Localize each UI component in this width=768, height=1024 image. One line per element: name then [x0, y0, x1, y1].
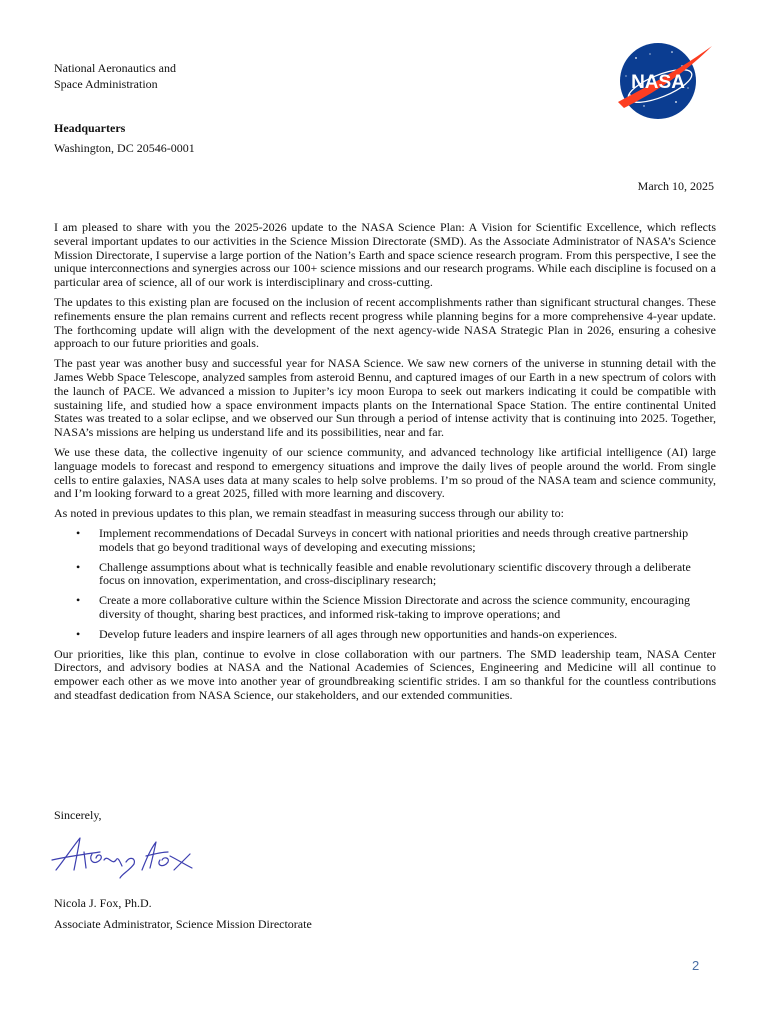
signer-block	[54, 893, 312, 935]
letterhead	[54, 61, 176, 92]
signer-name: Nicola J. Fox, Ph.D.	[54, 896, 152, 910]
bullet-icon: •	[76, 593, 81, 608]
list-item	[54, 628, 716, 642]
bullet-icon: •	[76, 626, 81, 641]
paragraph-4: We use these data, the collective ingenuity of our science community, and advanced technology like artificial intelligence (AI) large language models to forecast and respond to emergency situations and improve the daily lives of people around the world. From single cells to entire galaxies, NASA uses data at many scales to help solve problems. I’m so proud of the NASA team and science community, and I’m looking forward to a great 2025, filled with more learning and discovery.	[54, 444, 716, 501]
list-item-text: Create a more collaborative culture within the Science Mission Directorate and across the science community, encouraging diversity of thought, sharing best practices, and informed risk-taking to improve operations; and	[99, 593, 691, 621]
logo-wordmark: NASA	[631, 72, 685, 93]
closing-salutation: Sincerely,	[54, 808, 102, 822]
nasa-meatball-logo	[614, 40, 714, 122]
page-number: 2	[692, 958, 700, 973]
list-item	[54, 594, 716, 622]
headquarters-address: Washington, DC 20546-0001	[54, 141, 195, 155]
list-item-text: Challenge assumptions about what is technically feasible and enable revolutionary scientific discovery through a deliberate focus on innovation, experimentation, and cross-disciplinary research;	[99, 559, 691, 588]
bullet-icon: •	[76, 559, 81, 574]
paragraph-1: I am pleased to share with you the 2025-2026 update to the NASA Science Plan: A Vision for Scientific Excellence, which reflects several important updates to our activities in the Science Mission Directorate (SMD). As the Associate Administrator of NASA’s Science Mission Directorate, I supervise a large portion of the Nation’s Earth and space science research program. From this perspective, I see the unique interconnections and synergies across our 100+ science missions and our research programs. While each discipline is focused on a particular area of science, all of our work is interdisciplinary and cross-cutting.	[54, 220, 716, 290]
handwritten-signature	[50, 830, 210, 880]
list-item-text: Implement recommendations of Decadal Surveys in concert with national priorities and needs through creative partnership models that go beyond traditional ways of developing and executing missions;	[99, 525, 689, 554]
signer-title: Associate Administrator, Science Mission Directorate	[54, 917, 312, 931]
headquarters-block	[54, 118, 195, 158]
headquarters-title: Headquarters	[54, 121, 126, 135]
bullet-icon: •	[76, 525, 81, 540]
paragraph-3: The past year was another busy and successful year for NASA Science. We saw new corners of the universe in stunning detail with the James Webb Space Telescope, analyzed samples from asteroid Bennu, and captured images of our Earth in a new spectrum of colors with the launch of PACE. We advanced a mission to Jupiter’s icy moon Europa to seek out markers indicating it could be compatible with sustaining life, and studied how a space environment impacts plants on the International Space Station. The entire continental United States was treated to a solar eclipse, and we observed our Sun through a period of intense activity that is continuing into 2025. Together, NASA’s missions are helping us understand life and its possibilities, near and far.	[54, 356, 716, 440]
list-item	[54, 561, 716, 589]
agency-name-line1: National Aeronautics and	[54, 61, 176, 75]
list-item	[54, 527, 716, 555]
paragraph-5: As noted in previous updates to this plan, we remain steadfast in measuring success through our ability to:	[54, 506, 564, 521]
goals-list	[54, 527, 716, 642]
letter-body	[54, 221, 716, 709]
agency-name-line2: Space Administration	[54, 76, 158, 91]
paragraph-2: The updates to this existing plan are focused on the inclusion of recent accomplishments rather than significant structural changes. These refinements ensure the plan remains current and reflects recent progress while planning begins for a more comprehensive 4-year update. The forthcoming update will align with the development of the next agency-wide NASA Strategic Plan in 2026, ensuring a cohesive approach to our future priorities and goals.	[54, 294, 716, 351]
list-item-text: Develop future leaders and inspire learners of all ages through new opportunities and hands-on experiences.	[99, 626, 618, 641]
final-paragraph: Our priorities, like this plan, continue to evolve in close collaboration with our partners. The SMD leadership team, NASA Center Directors, and advisory bodies at NASA and the National Academies of Sciences, Engineering and Medicine will all continue to empower each other as we move into another year of groundbreaking scientific strides. I am so thankful for the countless contributions and steadfast dedication from NASA Science, our stakeholders, and our extended communities.	[54, 646, 716, 702]
letter-date: March 10, 2025	[637, 179, 714, 193]
